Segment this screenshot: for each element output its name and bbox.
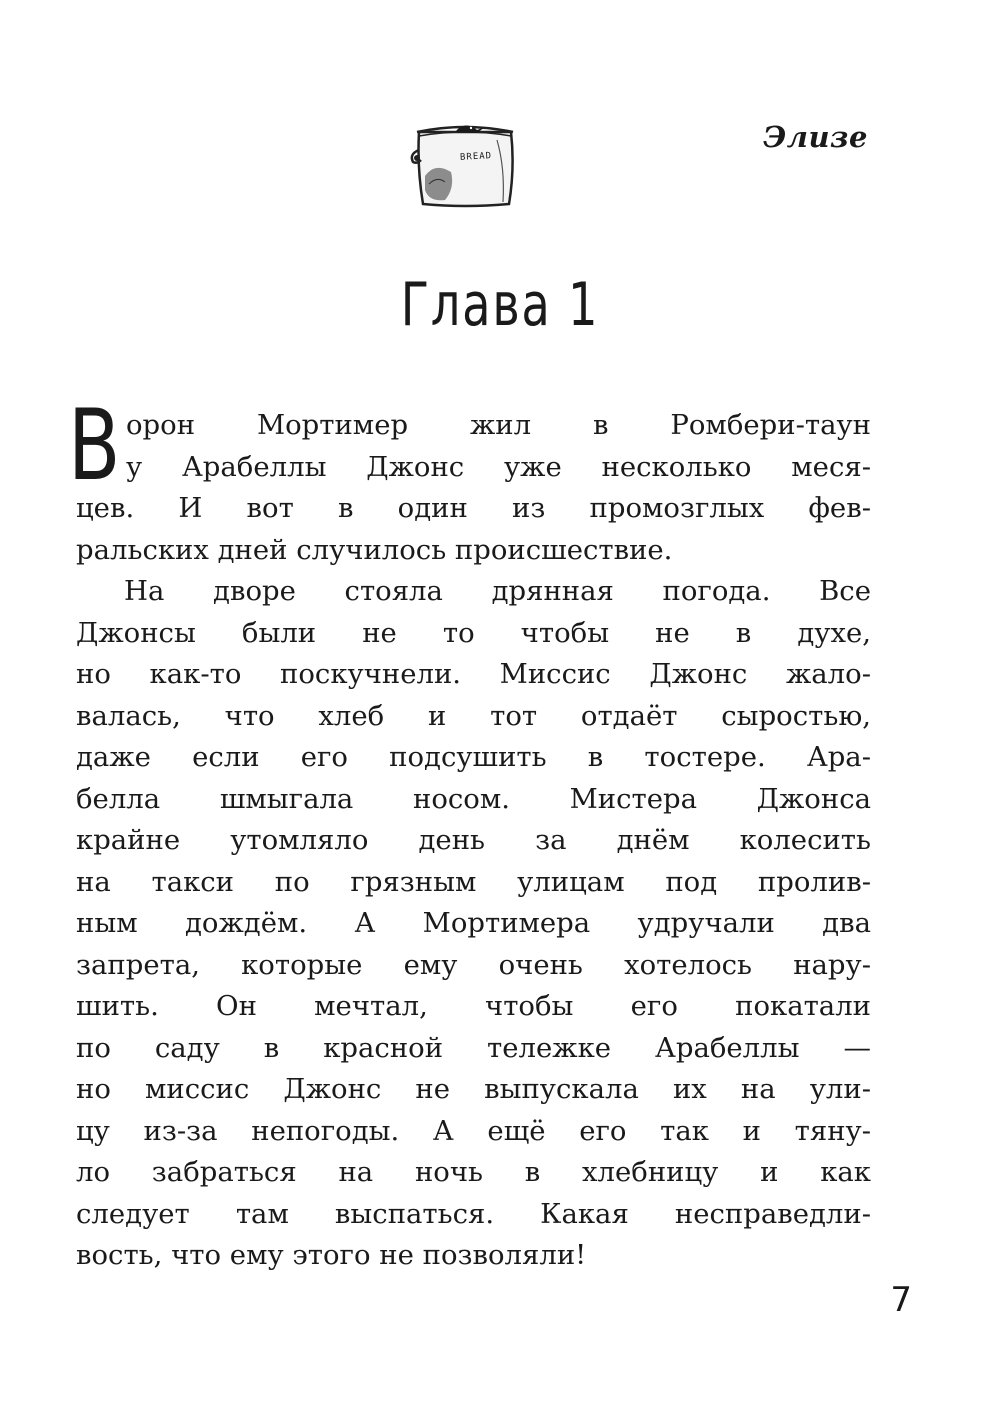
text-line: даже если его подсушить в тостере. Ара- — [76, 741, 871, 773]
body-text — [68, 389, 871, 1277]
text-line: по саду в красной тележке Арабеллы — — [76, 1031, 871, 1064]
text-line: цу из-за непогоды. А ещё его так и тяну- — [76, 1114, 871, 1147]
text-line: но как-то поскучнели. Миссис Джонс жало- — [76, 658, 871, 690]
text-line: запрета, которые ему очень хотелось нару- — [76, 948, 871, 981]
chapter-title: Глава 1 — [400, 270, 600, 340]
text-line: На дворе стояла дрянная погода. Все — [124, 575, 871, 607]
text-line: белла шмыгала носом. Мистера Джонса — [76, 782, 871, 815]
text-line: ло забраться на ночь в хлебницу и как — [76, 1156, 871, 1188]
text-line: крайне утомляло день за днём колесить — [76, 824, 871, 856]
dedication: Элизе — [763, 120, 868, 154]
text-line: орон Мортимер жил в Ромбери-таун — [126, 409, 871, 441]
text-line: валась, что хлеб и тот отдаёт сыростью, — [76, 699, 871, 732]
text-line: вость, что ему этого не позволяли! — [76, 1239, 587, 1271]
bread-bin-icon — [405, 118, 525, 210]
text-line: у Арабеллы Джонс уже несколько меся- — [126, 450, 871, 483]
text-line: на такси по грязным улицам под пролив- — [76, 865, 871, 898]
text-line: Джонсы были не то чтобы не в духе, — [76, 616, 871, 649]
page-number: 7 — [890, 1280, 912, 1320]
bread-bin-label: BREAD — [459, 151, 493, 163]
text-line: цев. И вот в один из промозглых фев- — [76, 492, 871, 524]
drop-cap: В — [68, 389, 121, 503]
text-line: ральских дней случилось происшествие. — [76, 533, 673, 566]
text-line: ным дождём. А Мортимера удручали два — [76, 907, 871, 939]
text-line: следует там выспаться. Какая несправедли- — [76, 1197, 871, 1230]
text-line: шить. Он мечтал, чтобы его покатали — [76, 990, 871, 1022]
text-line: но миссис Джонс не выпускала их на ули- — [76, 1073, 871, 1105]
